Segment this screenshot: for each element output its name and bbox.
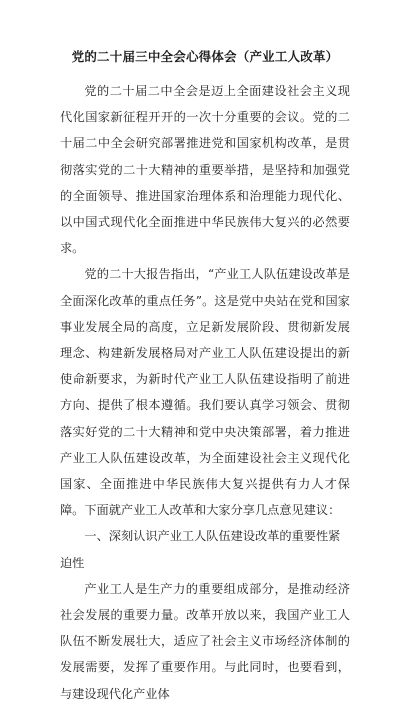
paragraph-section-1: 产业工人是生产力的重要组成部分，是推动经济社会发展的重要力量。改革开放以来，我国产业工人队伍不断发展壮大，适应了社会主义市场经济体制的发展需要，发挥了重要作用。与此同时，也要看到，与建设现代化产业体 [60, 581, 350, 701]
paragraph-report: 党的二十大报告指出，“产业工人队伍建设改革是全面深化改革的重点任务”。这是党中央站在党和国家事业发展全局的高度，立足新发展阶段、贯彻新发展理念、构建新发展格局对产业工人队伍建设提出的新使命新要求，为新时代产业工人队伍建设指明了前进方向、提供了根本遵循。我们要认真学习领会、贯彻落实好党的二十大精神和党中央决策部署，着力推进产业工人队伍建设改革，为全面建设社会主义现代化国家、全面推进中华民族伟大复兴提供有力人才保障。下面就产业工人改革和大家分享几点意见建议： [60, 267, 350, 518]
paragraph-intro: 党的二十届二中全会是迈上全面建设社会主义现代化国家新征程开开的一次十分重要的会议。党的二十届二中全会研究部署推进党和国家机构改革，是贯彻落实党的二十大精神的重要举措，是坚持和加强党的全面领导、推进国家治理体系和治理能力现代化、以中国式现代化全面推进中华民族伟大复兴的必然要求。 [60, 84, 350, 256]
document-title: 党的二十届三中全会心得体会（产业工人改革） [71, 49, 339, 64]
section-heading-1: 一、深刻认识产业工人队伍建设改革的重要性紧迫性 [60, 529, 341, 570]
